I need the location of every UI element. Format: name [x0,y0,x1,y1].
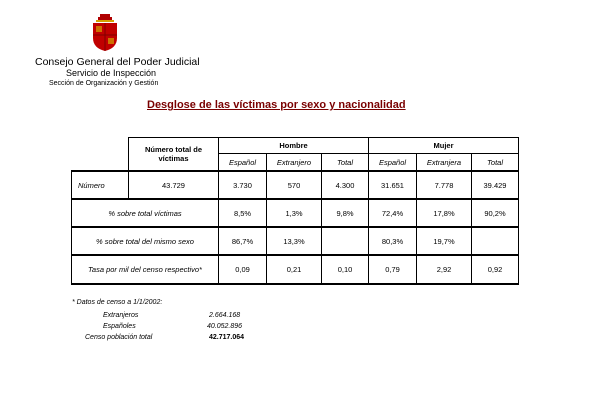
cell-value: 17,8% [417,199,472,227]
cell-value: 0,09 [219,255,267,284]
sub-header: Extranjera [417,154,472,172]
cell-value: 7.778 [417,171,472,199]
page-title: Desglose de las víctimas por sexo y nacionalidad [147,99,406,111]
cell-value: 2,92 [417,255,472,284]
victims-table [71,137,519,285]
row-label: Número [72,171,129,199]
table-row [72,255,519,284]
cell-value: 31.651 [369,171,417,199]
cell-value: 0,92 [472,255,519,284]
census-value-spaniards: 40.052.896 [207,323,243,330]
cell-value [472,227,519,255]
group-hombre: Hombre [219,138,369,154]
cell-value: 39.429 [472,171,519,199]
cell-value: 0,79 [369,255,417,284]
cell-value: 90,2% [472,199,519,227]
cell-value: 0,21 [267,255,322,284]
cell-value: 13,3% [267,227,322,255]
census-value-foreigners: 2.664.168 [209,312,241,319]
census-value-total: 42.717.064 [209,334,245,341]
table-row [72,227,519,255]
sub-header: Español [219,154,267,172]
cell-value: 8,5% [219,199,267,227]
empty-corner [72,154,129,172]
coat-of-arms-icon [91,14,119,52]
cell-value: 72,4% [369,199,417,227]
table-header-row [72,138,519,154]
org-name: Consejo General del Poder Judicial [35,56,200,68]
cell-value: 80,3% [369,227,417,255]
census-label-spaniards: Españoles [103,323,136,330]
cell-value: 0,10 [322,255,369,284]
group-mujer: Mujer [369,138,519,154]
census-label-foreigners: Extranjeros [103,312,139,319]
census-label-total: Censo población total [85,334,153,341]
sub-header: Total [322,154,369,172]
cell-value: 4.300 [322,171,369,199]
sub-header: Total [472,154,519,172]
cell-value: 1,3% [267,199,322,227]
table-row [72,171,519,199]
table-row [72,199,519,227]
empty-corner [72,138,129,154]
service-name: Servicio de Inspección [66,68,157,78]
cell-value: 3.730 [219,171,267,199]
section-name: Sección de Organización y Gestión [49,80,159,87]
cell-value: 43.729 [129,171,219,199]
census-note-heading: * Datos de censo a 1/1/2002: [72,299,163,306]
cell-value: 9,8% [322,199,369,227]
sub-header: Español [369,154,417,172]
cell-value: 86,7% [219,227,267,255]
col-total-victims: Número total de víctimas [129,138,219,172]
row-label: % sobre total víctimas [72,199,219,227]
sub-header: Extranjero [267,154,322,172]
cell-value [322,227,369,255]
row-label: % sobre total del mismo sexo [72,227,219,255]
cell-value: 570 [267,171,322,199]
cell-value: 19,7% [417,227,472,255]
row-label: Tasa por mil del censo respectivo* [72,255,219,284]
